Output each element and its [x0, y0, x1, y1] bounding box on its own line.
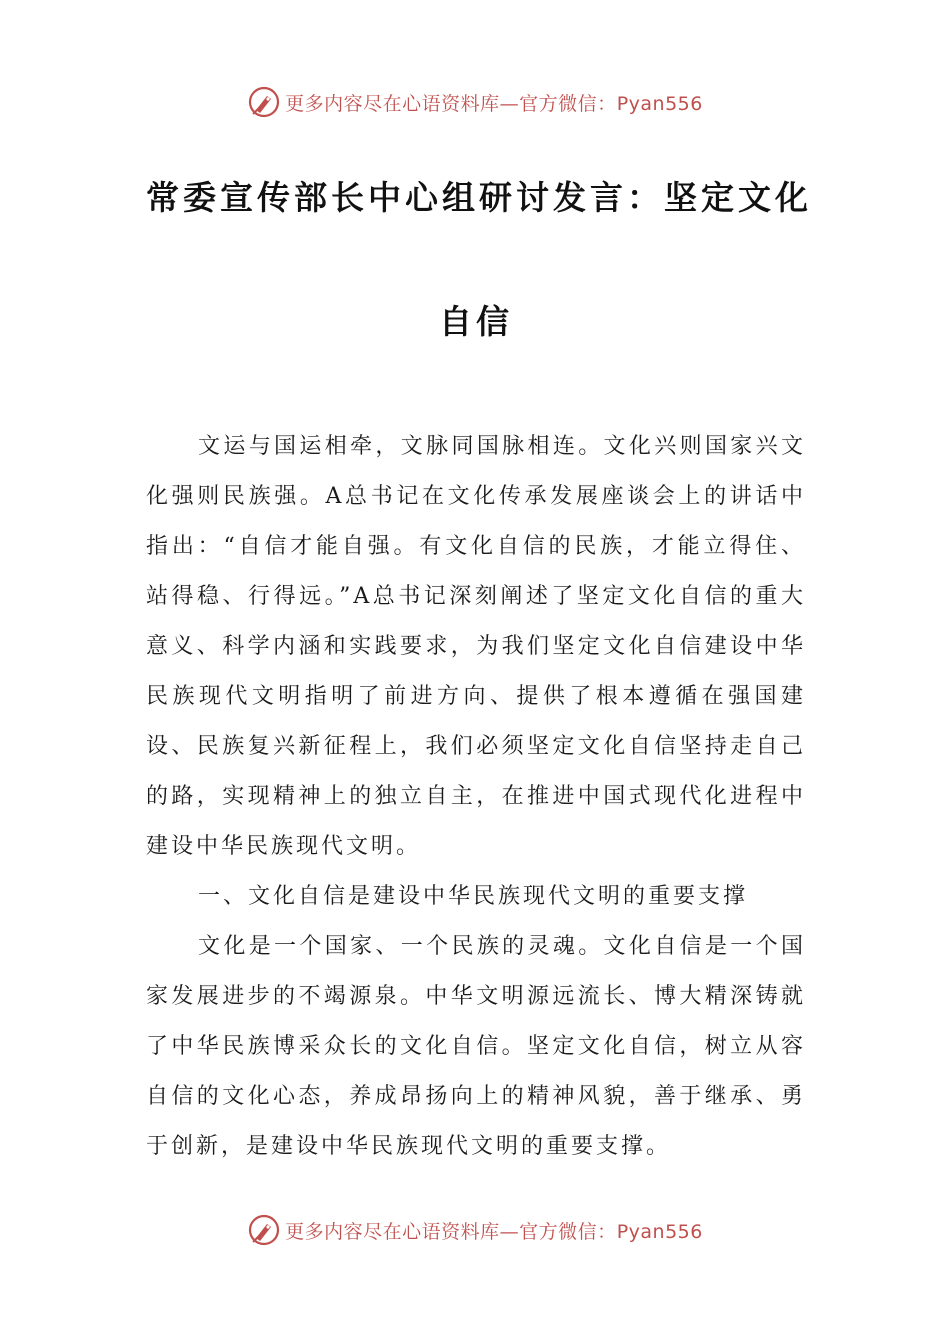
document-title: 常委宣传部长中心组研讨发言：坚定文化	[146, 178, 812, 217]
pen-nib-logo-icon	[247, 85, 281, 119]
pen-nib-logo-icon	[247, 1213, 281, 1247]
document-body	[146, 422, 806, 1172]
paragraph: 文化是一个国家、一个民族的灵魂。文化自信是一个国家发展进步的不竭源泉。中华文明源远流长、博大精深铸就了中华民族博采众长的文化自信。坚定文化自信，树立从容自信的文化心态，养成昂扬向上的精神风貌，善于继承、勇于创新，是建设中华民族现代文明的重要支撑。	[146, 934, 806, 1159]
watermark-text: 更多内容尽在心语资料库—官方微信：Pyan556	[285, 92, 703, 115]
watermark-footer	[0, 1210, 950, 1250]
document-title-continued: 自信	[439, 302, 513, 341]
watermark-text: 更多内容尽在心语资料库—官方微信：Pyan556	[285, 1220, 703, 1243]
watermark-header	[0, 82, 950, 122]
section-heading: 一、文化自信是建设中华民族现代文明的重要支撑	[198, 884, 749, 909]
paragraph: 文运与国运相牵，文脉同国脉相连。文化兴则国家兴文化强则民族强。A总书记在文化传承发展座谈会上的讲话中指出：“自信才能自强。有文化自信的民族，才能立得住、站得稳、行得远。”A总书记深刻阐述了坚定文化自信的重大意义、科学内涵和实践要求，为我们坚定文化自信建设中华民族现代文明指明了前进方向、提供了根本遵循在强国建设、民族复兴新征程上，我们必须坚定文化自信坚持走自己的路，实现精神上的独立自主，在推进中国式现代化进程中建设中华民族现代文明。	[146, 434, 806, 859]
